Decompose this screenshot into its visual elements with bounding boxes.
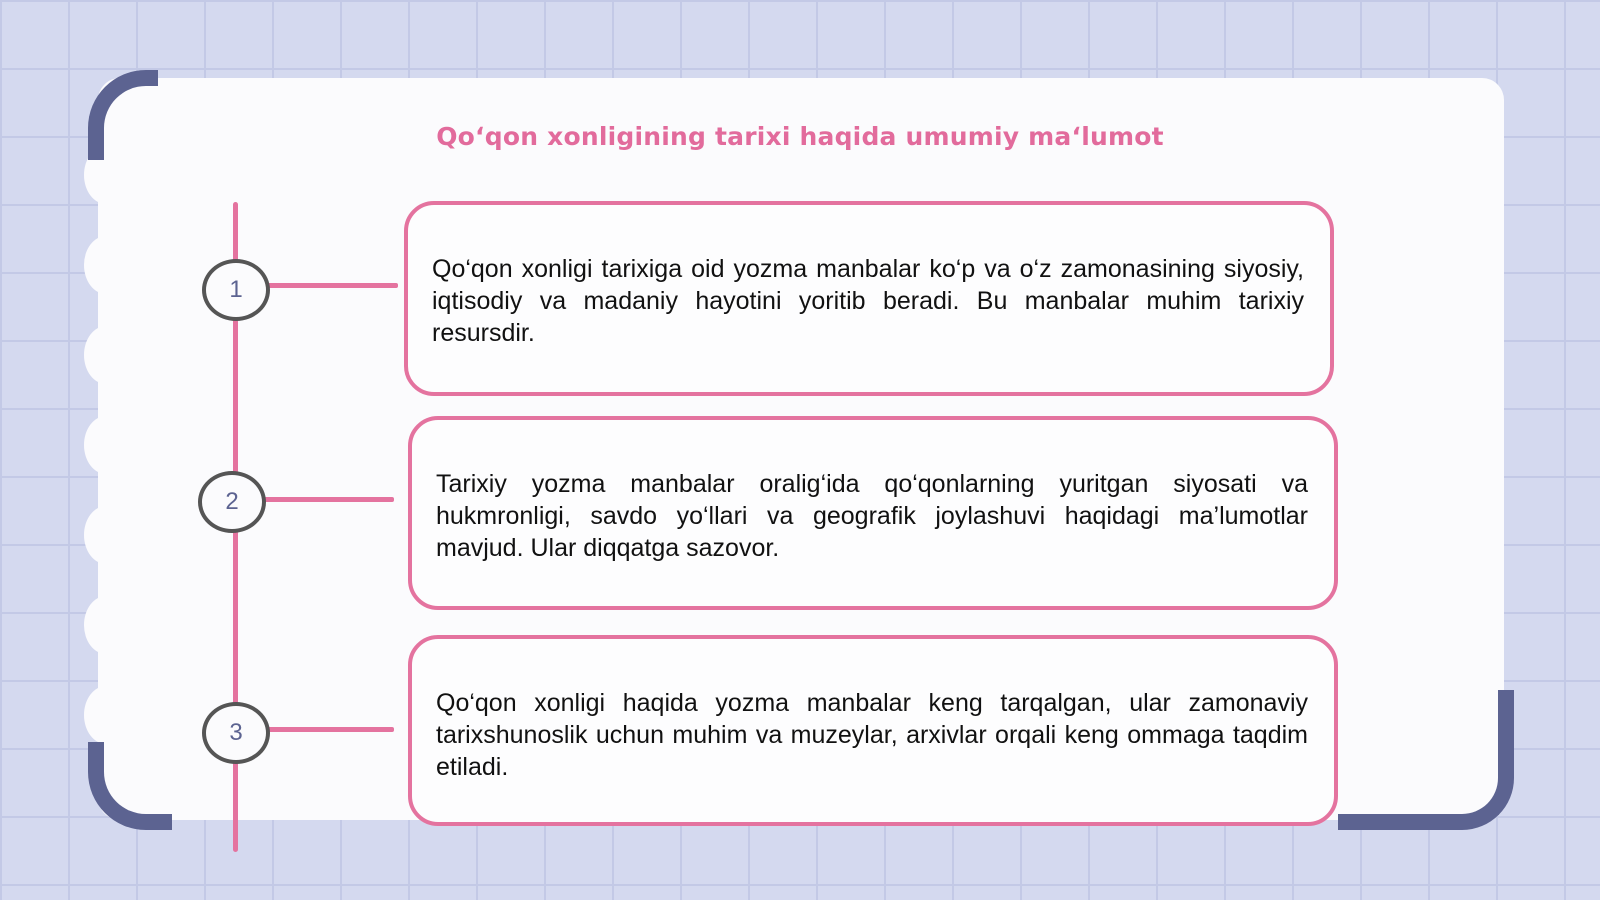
paper-scallop xyxy=(84,416,128,474)
timeline-connector-1 xyxy=(264,283,398,288)
timeline-marker-number: 3 xyxy=(229,719,243,746)
paper-scallop xyxy=(84,236,128,294)
timeline-card-1 xyxy=(404,201,1334,396)
frame-corner-bottom-left xyxy=(88,742,172,830)
timeline-card-text: Qo‘qon xonligi tarixiga oid yozma manbalar ko‘p va o‘z zamonasining siyosiy, iqtisodiy va madaniy hayotini yoritib beradi. Bu manbalar muhim tarixiy resursdir. xyxy=(432,255,1304,347)
paper-scallop xyxy=(84,506,128,564)
slide-title: Qoʻqon xonligining tarixi haqida umumiy maʻlumot xyxy=(436,122,1164,151)
timeline-marker-number: 1 xyxy=(229,276,243,303)
timeline-card-text: Qo‘qon xonligi haqida yozma manbalar keng tarqalgan, ular zamonaviy tarixshunoslik uchun muhim va muzeylar, arxivlar orqali keng ommaga taqdim etiladi. xyxy=(436,689,1308,781)
paper-scallop xyxy=(84,596,128,654)
timeline-connector-2 xyxy=(262,497,394,502)
timeline-connector-3 xyxy=(264,727,394,732)
timeline-card-2 xyxy=(408,416,1338,610)
paper-scallop xyxy=(84,326,128,384)
timeline-card-text: Tarixiy yozma manbalar oralig‘ida qo‘qonlarning yuritgan siyosati va hukmronligi, savdo yo‘llari va geografik joylashuvi haqidagi ma’lumotlar mavjud. Ular diqqatga sazovor. xyxy=(436,470,1308,562)
frame-corner-bottom-right xyxy=(1338,690,1514,830)
timeline-marker-3 xyxy=(202,702,270,764)
timeline-marker-1 xyxy=(202,259,270,321)
frame-corner-top-left xyxy=(88,70,158,160)
timeline-card-3 xyxy=(408,635,1338,826)
timeline-marker-2 xyxy=(198,471,266,533)
timeline-marker-number: 2 xyxy=(225,488,239,515)
paper-scallop xyxy=(84,686,128,744)
